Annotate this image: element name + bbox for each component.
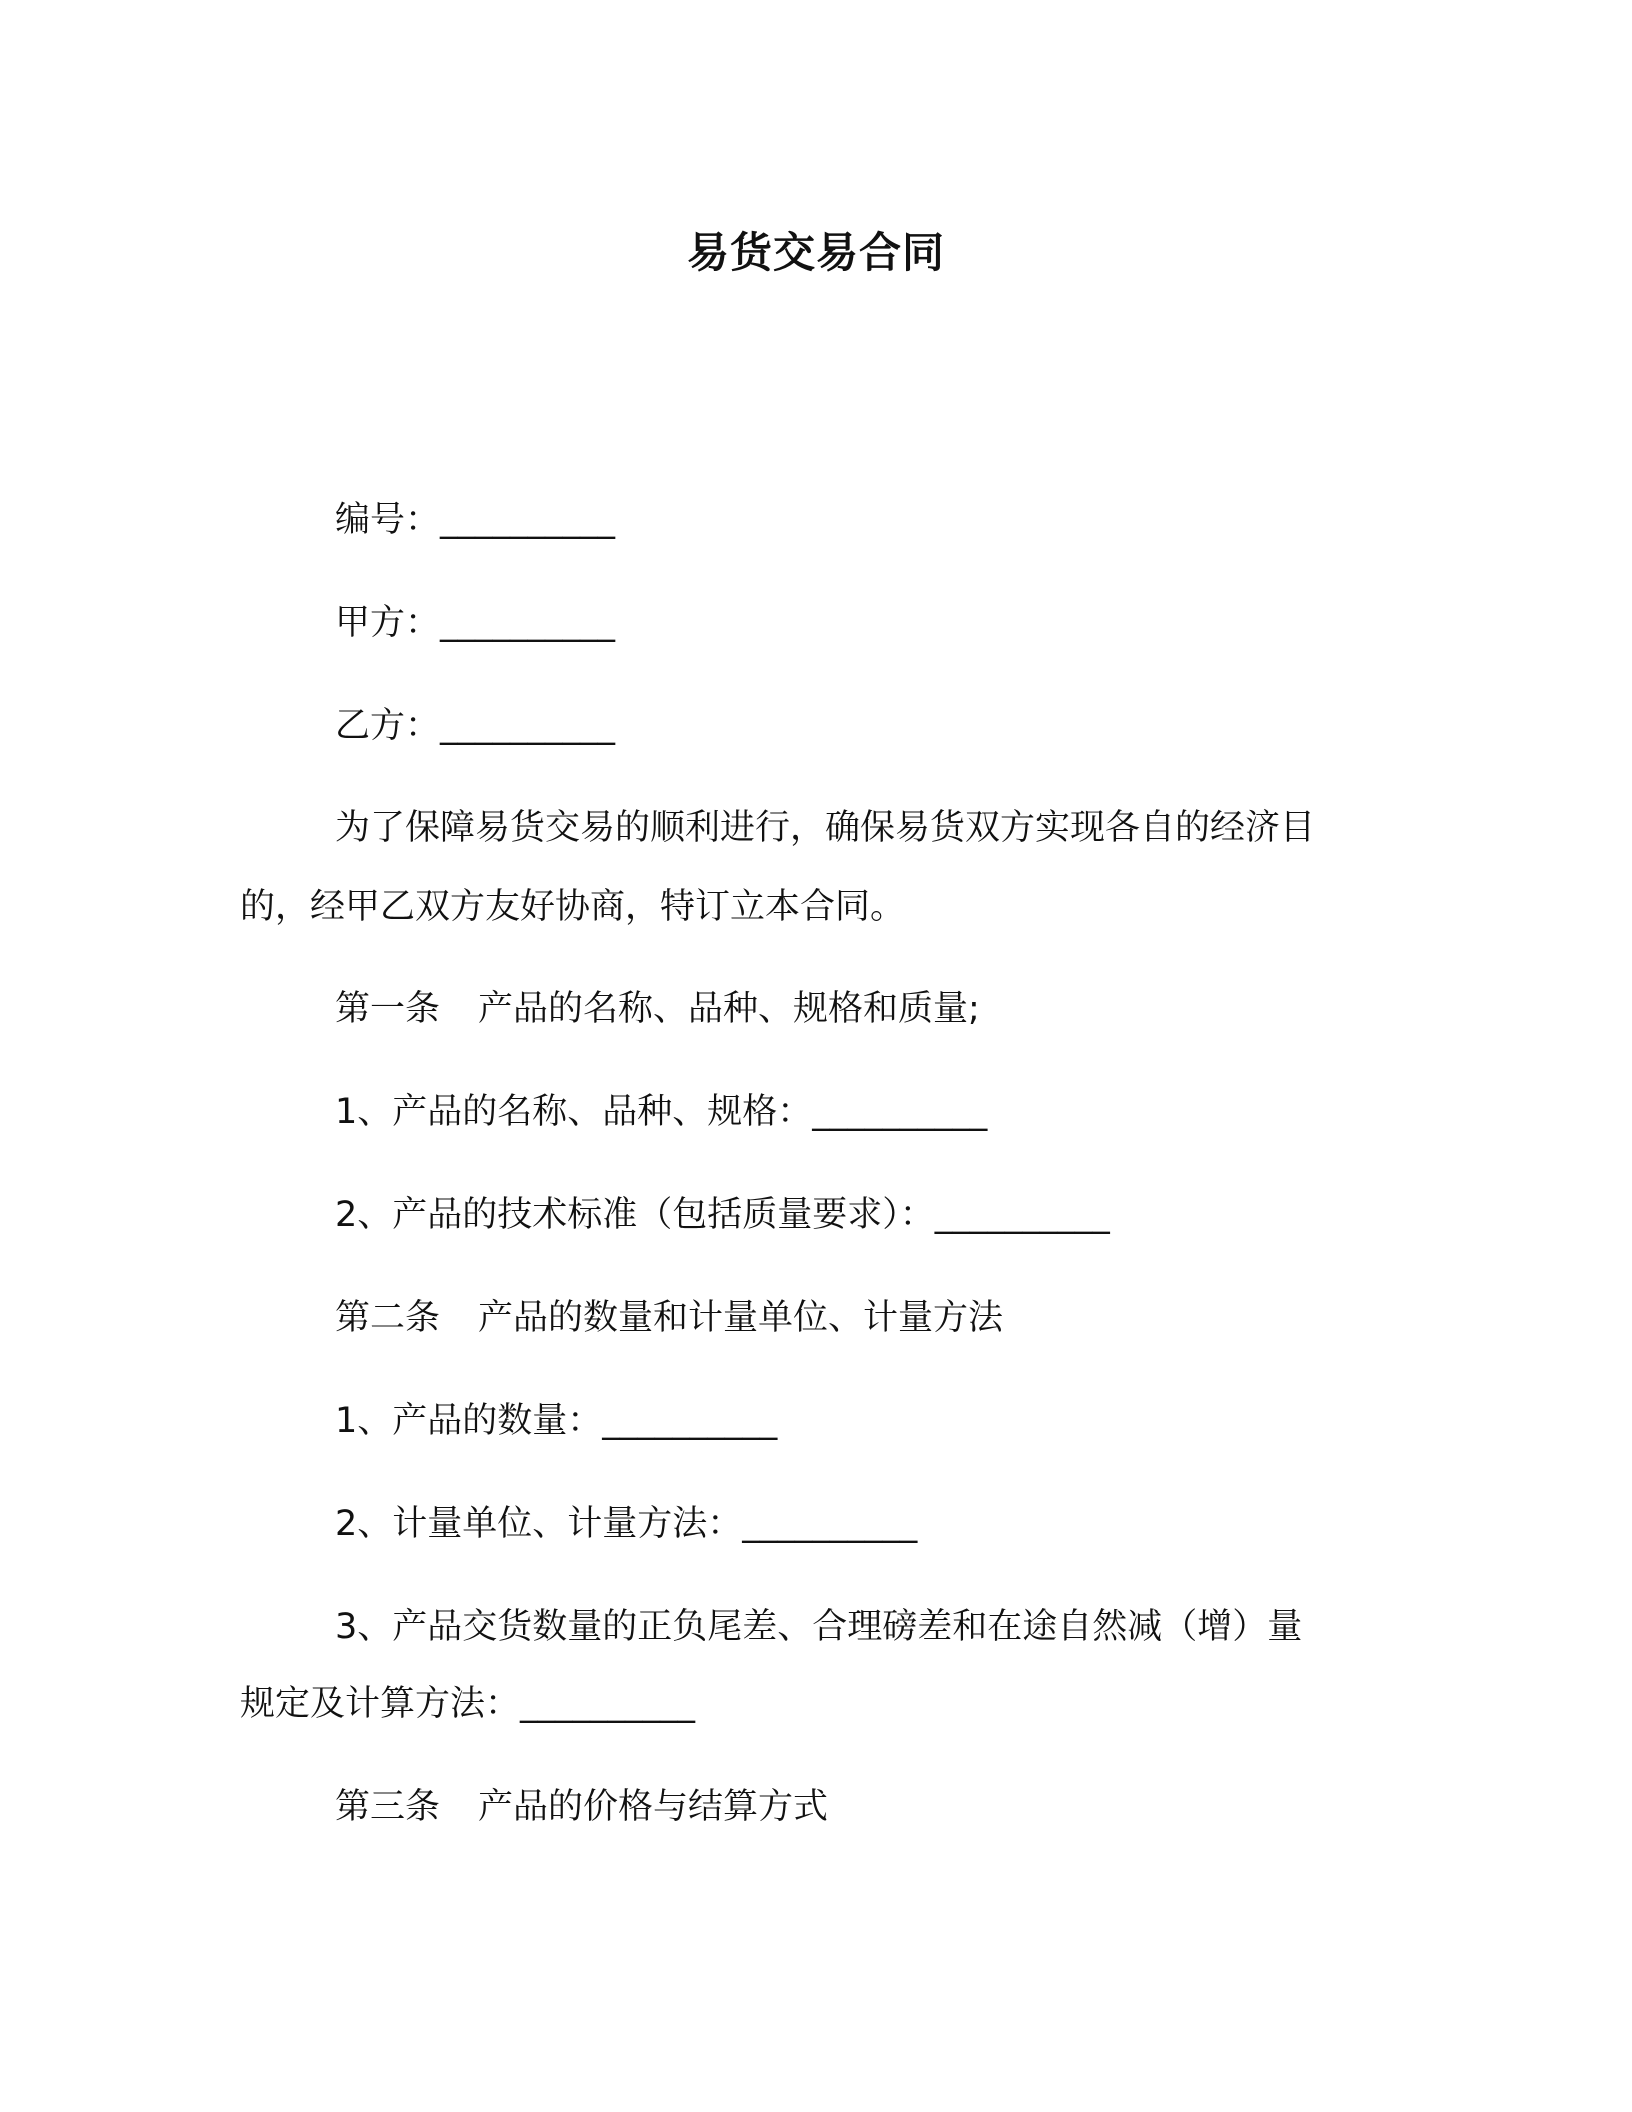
- article-2-heading: [335, 1295, 1003, 1341]
- article-3-title: 产品的价格与结算方式: [478, 1787, 829, 1827]
- article-1-title: 产品的名称、品种、规格和质量;: [478, 989, 980, 1029]
- article-2-number: 第二条: [335, 1298, 441, 1338]
- article-3-number: 第三条: [335, 1787, 441, 1827]
- preamble-line-1: 为了保障易货交易的顺利进行，确保易货双方实现各自的经济目: [335, 808, 1316, 848]
- preamble-line-2: 的，经甲乙双方友好协商，特订立本合同。: [240, 887, 906, 927]
- article-1-heading: [335, 986, 980, 1032]
- article-2-item-2: 2、计量单位、计量方法：__________: [335, 1504, 918, 1544]
- field-party-b: 乙方：__________: [335, 706, 616, 746]
- field-number: 编号：__________: [335, 500, 616, 540]
- article-1-item-2: 2、产品的技术标准（包括质量要求）：__________: [335, 1195, 1110, 1235]
- field-party-a: 甲方：__________: [335, 603, 616, 643]
- article-1-number: 第一条: [335, 989, 441, 1029]
- article-1-item-1: 1、产品的名称、品种、规格：__________: [335, 1092, 988, 1132]
- article-2-item-1: 1、产品的数量：__________: [335, 1401, 778, 1441]
- article-2-title: 产品的数量和计量单位、计量方法: [478, 1298, 1004, 1338]
- article-2-item-3-line-2: 规定及计算方法：__________: [240, 1684, 696, 1724]
- document-title: 易货交易合同: [686, 228, 945, 277]
- article-2-item-3-line-1: 3、产品交货数量的正负尾差、合理磅差和在途自然减（增）量: [335, 1607, 1303, 1647]
- article-3-heading: [335, 1784, 828, 1830]
